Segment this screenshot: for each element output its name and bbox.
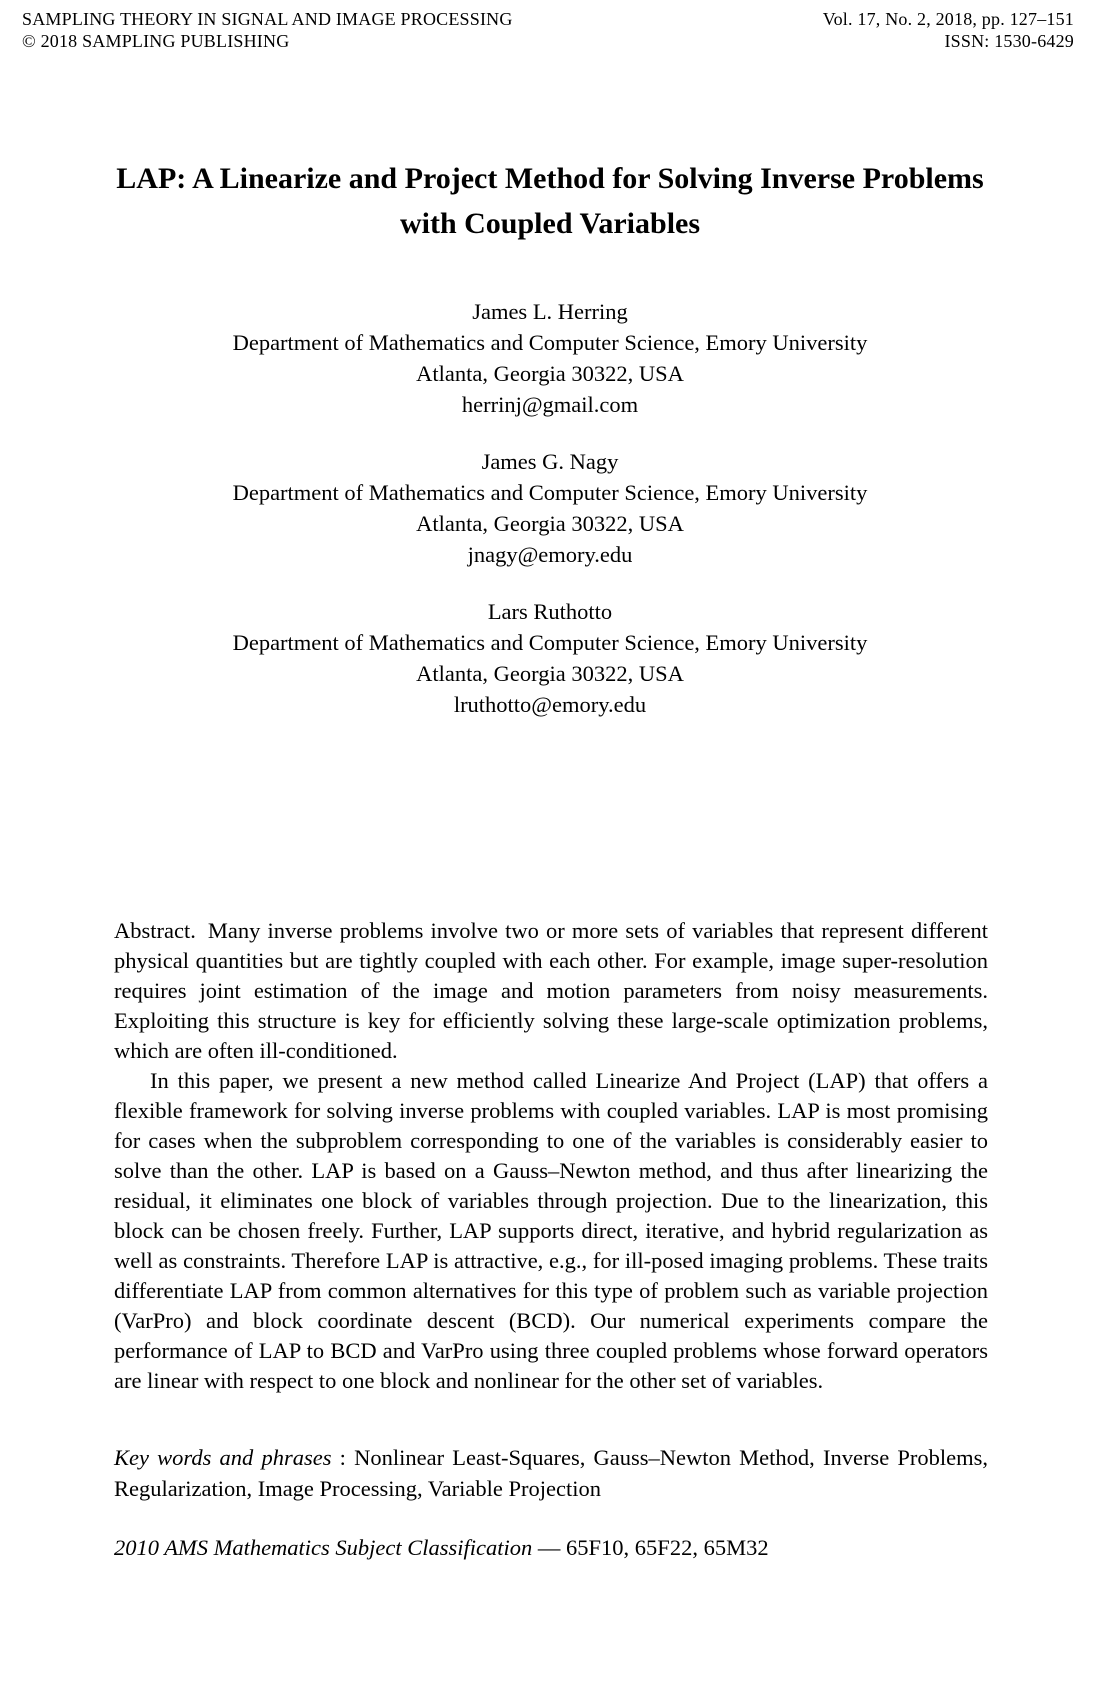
issn: ISSN: 1530-6429 — [944, 31, 1074, 51]
keywords-line — [114, 1442, 988, 1504]
author-affiliation: Department of Mathematics and Computer Science, Emory University — [232, 330, 868, 355]
author-name: Lars Ruthotto — [487, 599, 613, 624]
author-block — [0, 296, 1100, 420]
author-block — [0, 446, 1100, 570]
author-list — [0, 296, 1100, 720]
abstract-text-1: Many inverse problems involve two or more sets of variables that represent different physical quantities but are tightly coupled with each other. For example, image super-resolution requires joint estimation of the image and motion parameters from noisy measurements. Exploiting this structure is key for efficiently solving these large-scale optimization problems, which are often ill-conditioned. — [114, 918, 988, 1063]
classification-line — [114, 1532, 988, 1563]
volume-issue-pages: Vol. 17, No. 2, 2018, pp. 127–151 — [822, 9, 1074, 29]
keywords-text: Nonlinear Least-Squares, Gauss–Newton Method, Inverse Problems, Regularization, Image Processing, Variable Projection — [114, 1445, 988, 1501]
abstract-paragraph-1 — [114, 916, 988, 1066]
author-block — [0, 596, 1100, 720]
abstract-paragraph-2: In this paper, we present a new method called Linearize And Project (LAP) that offers a flexible framework for solving inverse problems with coupled variables. LAP is most promising for cases when the subproblem corresponding to one of the variables is considerably easier to solve than the other. LAP is based on a Gauss–Newton method, and thus after linearizing the residual, it eliminates one block of variables through projection. Due to the linearization, this block can be chosen freely. Further, LAP supports direct, iterative, and hybrid regularization as well as constraints. Therefore LAP is attractive, e.g., for ill-posed imaging problems. These traits differentiate LAP from common alternatives for this type of problem such as variable projection (VarPro) and block coordinate descent (BCD). Our numerical experiments compare the performance of LAP to BCD and VarPro using three coupled problems whose forward operators are linear with respect to one block and nonlinear for the other set of variables. — [114, 1068, 988, 1393]
abstract — [114, 916, 988, 1396]
paper-title — [20, 156, 1080, 246]
author-name: James L. Herring — [472, 299, 628, 324]
classification-text: 65F10, 65F22, 65M32 — [566, 1535, 769, 1560]
author-name: James G. Nagy — [481, 449, 619, 474]
journal-copyright: © 2018 SAMPLING PUBLISHING — [22, 31, 290, 51]
author-address: Atlanta, Georgia 30322, USA — [416, 511, 684, 536]
keywords-label: Key words and phrases — [114, 1445, 332, 1470]
author-address: Atlanta, Georgia 30322, USA — [416, 361, 684, 386]
classification-label: 2010 AMS Mathematics Subject Classification — [114, 1535, 533, 1560]
paper-title-line2: with Coupled Variables — [399, 207, 701, 240]
author-address: Atlanta, Georgia 30322, USA — [416, 661, 684, 686]
paper-title-line1: LAP: A Linearize and Project Method for Solving Inverse Problems — [116, 162, 984, 195]
keywords-separator: : — [331, 1445, 355, 1470]
abstract-label: Abstract. — [114, 918, 196, 943]
journal-name: SAMPLING THEORY IN SIGNAL AND IMAGE PROCESSING — [22, 9, 513, 29]
classification-separator: — — [532, 1535, 567, 1560]
author-affiliation: Department of Mathematics and Computer Science, Emory University — [232, 480, 868, 505]
issue-info — [823, 8, 1074, 52]
author-email: herrinj@gmail.com — [461, 392, 639, 417]
author-affiliation: Department of Mathematics and Computer Science, Emory University — [232, 630, 868, 655]
journal-info — [22, 8, 513, 52]
author-email: jnagy@emory.edu — [467, 542, 633, 567]
author-email: lruthotto@emory.edu — [453, 692, 647, 717]
running-head — [0, 0, 1100, 52]
